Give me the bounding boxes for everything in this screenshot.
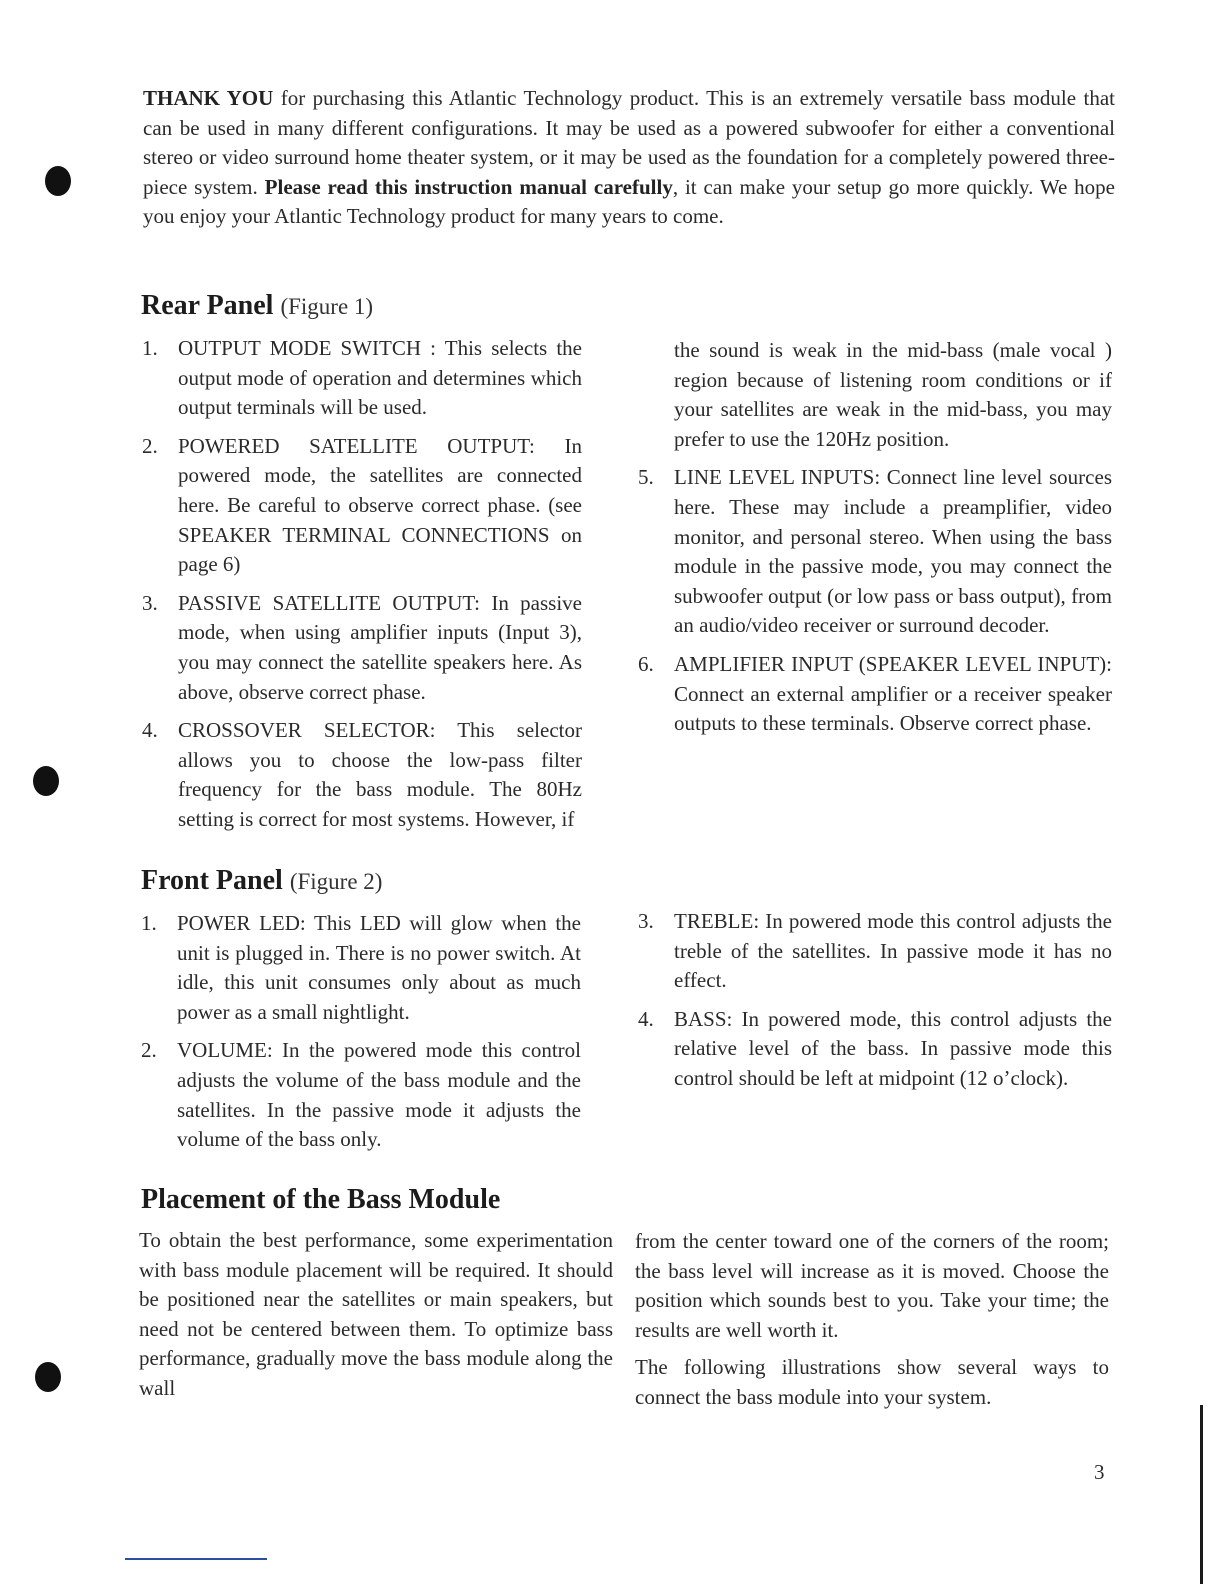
rear-item-3-num: 3. (142, 590, 158, 615)
front-item-1 (141, 909, 581, 1027)
rear-panel-right-column (638, 336, 1112, 748)
page-number: 3 (1094, 1460, 1105, 1484)
rear-item-1-num: 1. (142, 336, 158, 360)
front-item-3 (638, 907, 1112, 996)
page-edge-shadow (1200, 1405, 1203, 1584)
front-item-3-num: 3. (638, 909, 654, 933)
front-item-2-num: 2. (141, 1038, 157, 1063)
front-panel-left-column (141, 909, 581, 1164)
rear-item-1 (142, 334, 582, 423)
rear-item-2-text: POWERED SATELLITE OUTPUT: In powered mode, the satellites are connected here. Be careful to observe correct phase. (see SPEAKER TERMINAL CONNECTIONS on page 6) (178, 433, 582, 577)
binder-hole-top (45, 166, 71, 196)
placement-left-column (139, 1226, 613, 1412)
rear-item-4-text: CROSSOVER SELECTOR: This selector allows you to choose the low-pass filter frequency for the bass module. The 80Hz setting is correct for most systems. However, if (178, 718, 582, 831)
rear-panel-heading (141, 290, 373, 322)
front-item-4-num: 4. (638, 1006, 654, 1031)
placement-title: Placement of the Bass Module (141, 1184, 501, 1215)
intro-text-1: for purchasing this Atlantic Technology product. This is an extremely versatile bass module that can be used in many different configurations. It may be used as a powered subwoofer for either a conventional stereo or video surround home theater system, or it may be used as the foundation for a completely powered three-piece system. (143, 86, 1115, 199)
front-item-1-text: POWER LED: This LED will glow when the unit is plugged in. There is no power switch. At idle, this unit consumes only about as much power as a small nightlight. (177, 911, 581, 1024)
placement-right-paragraph-1: from the center toward one of the corners of the room; the bass level will increase as it is moved. Choose the position which sounds best to you. Take your time; the results are well worth it. (635, 1229, 1109, 1342)
rear-panel-title: Rear Panel (141, 290, 274, 321)
front-item-2 (141, 1036, 581, 1154)
front-panel-title: Front Panel (141, 865, 283, 896)
placement-left-paragraph: To obtain the best performance, some experimentation with bass module placement will be required. It should be positioned near the satellites or main speakers, but need not be centered between them. To optimize bass performance, gradually move the bass module along the wall (139, 1228, 613, 1400)
rear-item-5 (638, 463, 1112, 641)
binder-hole-middle (33, 766, 59, 796)
rear-panel-left-column (142, 334, 582, 844)
front-item-4 (638, 1005, 1112, 1094)
front-item-4-text: BASS: In powered mode, this control adjusts the relative level of the bass. In passive mode this control should be left at midpoint (12 o’clock). (674, 1006, 1112, 1090)
rear-item-5-num: 5. (638, 465, 654, 490)
placement-heading (141, 1184, 500, 1216)
rear-item-4 (142, 716, 582, 834)
front-item-2-text: VOLUME: In the powered mode this control adjusts the volume of the bass module and the satellites. In the passive mode it adjusts the volume of the bass only. (177, 1038, 581, 1152)
intro-emphasis: Please read this instruction manual carefully (264, 174, 673, 199)
intro-paragraph (143, 84, 1115, 232)
rear-item-1-text: OUTPUT MODE SWITCH : This selects the output mode of operation and determines which output terminals will be used. (178, 336, 582, 420)
rear-item-2 (142, 432, 582, 580)
intro-text-2: , it can make your setup go more quickly. We hope you enjoy your Atlantic Technology product for many years to come. (143, 174, 1115, 229)
footer-rule (125, 1558, 267, 1560)
front-panel-figure-ref: (Figure 2) (289, 869, 383, 894)
rear-item-3 (142, 589, 582, 707)
front-panel-heading (141, 865, 382, 897)
placement-right-paragraph-2: The following illustrations show several ways to connect the bass module into your system. (635, 1355, 1109, 1409)
front-item-1-num: 1. (141, 911, 157, 935)
rear-item-6-text: AMPLIFIER INPUT (SPEAKER LEVEL INPUT): Connect an external amplifier or a receiver speaker outputs to these terminals. Observe correct phase. (674, 651, 1112, 736)
rear-item-6-num: 6. (638, 651, 654, 676)
intro-lead: THANK YOU (143, 86, 274, 110)
rear-item-3-text: PASSIVE SATELLITE OUTPUT: In passive mode, when using amplifier inputs (Input 3), you may connect the satellite speakers here. As above, observe correct phase. (178, 590, 582, 704)
placement-right-column (635, 1227, 1109, 1421)
rear-panel-figure-ref: (Figure 1) (280, 294, 374, 319)
rear-item-4-continued: the sound is weak in the mid-bass (male vocal ) region because of listening room conditions or if your satellites are weak in the mid-bass, you may prefer to use the 120Hz position. (674, 338, 1112, 451)
front-panel-right-column (638, 907, 1112, 1103)
rear-item-5-text: LINE LEVEL INPUTS: Connect line level sources here. These may include a preamplifier, video monitor, and personal stereo. When using the bass module in the passive mode, you may connect the subwoofer output (or low pass or bass output), from an audio/video receiver or surround decoder. (674, 465, 1112, 638)
binder-hole-bottom (35, 1362, 61, 1392)
rear-item-4-num: 4. (142, 718, 158, 743)
front-item-3-text: TREBLE: In powered mode this control adjusts the treble of the satellites. In passive mode it has no effect. (674, 909, 1112, 993)
rear-item-6 (638, 650, 1112, 739)
rear-item-2-num: 2. (142, 433, 158, 458)
